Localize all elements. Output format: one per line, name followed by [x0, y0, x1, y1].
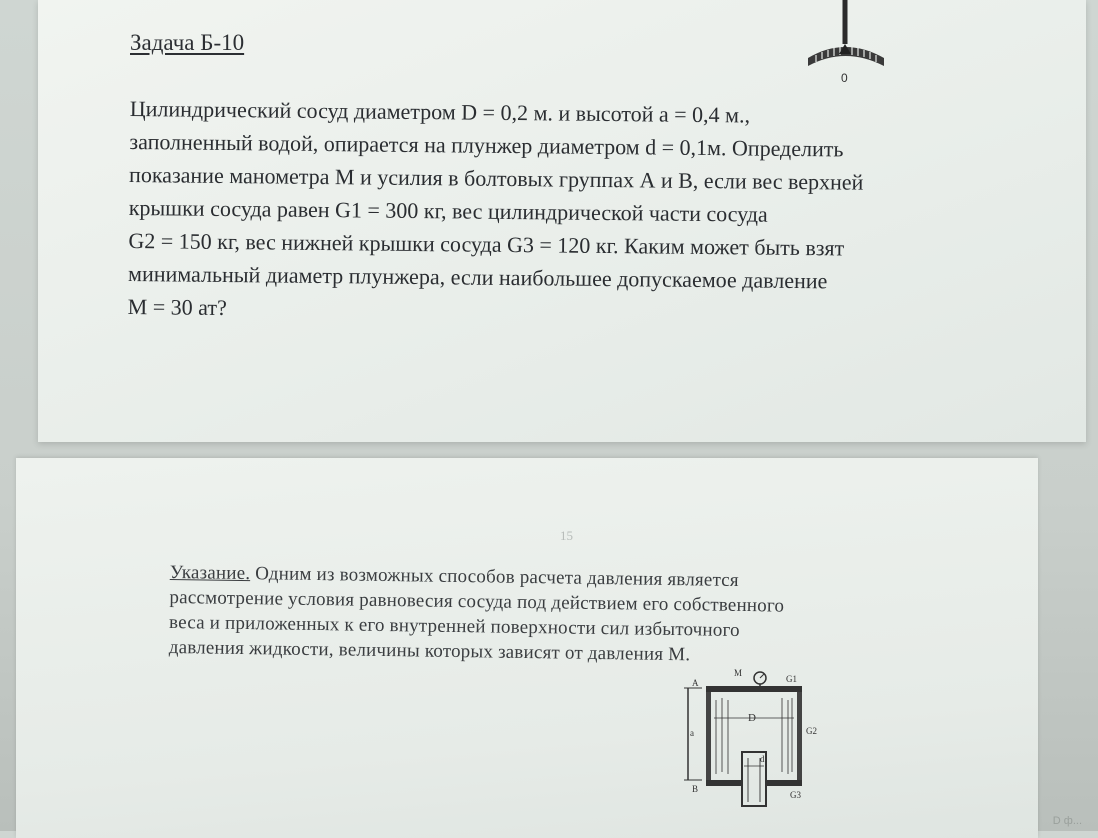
- hint-label: Указание.: [169, 561, 251, 585]
- hint-paragraph: [169, 560, 930, 671]
- label-B: B: [692, 784, 699, 794]
- label-G2: G2: [806, 726, 817, 736]
- problem-line: М = 30 ат?: [127, 293, 227, 321]
- hint-line: давления жидкости, величины которых зависят от давления М.: [168, 636, 691, 666]
- label-D: D: [748, 712, 756, 724]
- label-A: A: [692, 678, 699, 688]
- problem-line: заполненный водой, опирается на плунжер диаметром d = 0,1м. Определить: [129, 128, 844, 162]
- label-a: a: [690, 728, 694, 738]
- label-d: d: [760, 754, 765, 764]
- problem-line: показание манометра М и усилия в болтовых группах А и В, если вес верхней: [129, 161, 864, 195]
- vessel-diagram: [672, 662, 832, 807]
- problem-line: G2 = 150 кг, вес нижней крышки сосуда G3 = 120 кг. Каким может быть взят: [128, 227, 845, 261]
- label-M: M: [734, 668, 743, 678]
- task-title: Задача Б-10: [130, 30, 245, 55]
- label-G3: G3: [790, 790, 801, 800]
- label-G1: G1: [786, 674, 797, 684]
- page-number: 15: [560, 528, 573, 543]
- problem-line: крышки сосуда равен G1 = 300 кг, вес цилиндрической части сосуда: [128, 194, 768, 227]
- watermark: D ф...: [1052, 815, 1082, 827]
- problem-line: Цилиндрический сосуд диаметром D = 0,2 м. и высотой a = 0,4 м.,: [129, 95, 751, 128]
- gauge-zero-label: 0: [841, 71, 848, 85]
- hint-text: Одним из возможных способов расчета давления является: [250, 563, 739, 591]
- hint-line: рассмотрение условия равновесия сосуда под действием его собственного: [169, 586, 785, 617]
- problem-line: минимальный диаметр плунжера, если наибольшее допускаемое давление: [127, 260, 828, 294]
- hint-line: веса и приложенных к его внутренней поверхности сил избыточного: [168, 611, 740, 641]
- problem-statement: [128, 92, 1010, 332]
- pressure-gauge-icon: [800, 0, 890, 90]
